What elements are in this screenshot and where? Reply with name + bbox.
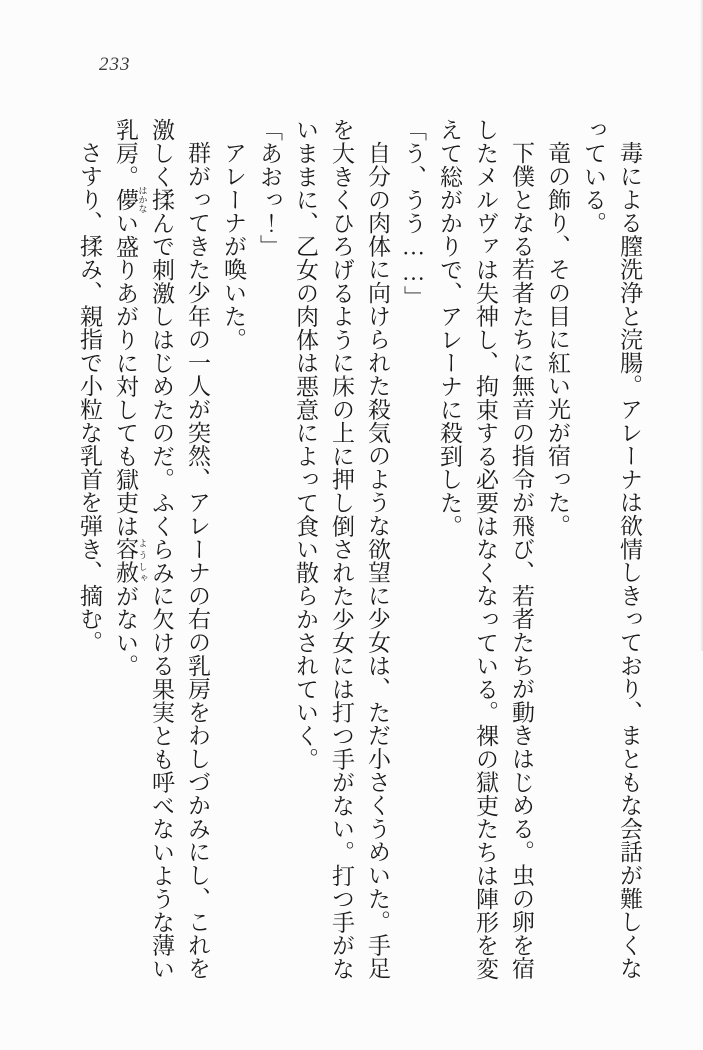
paragraph: 下僕となる若者たちに無音の指令が飛び、若者たちが動きはじめる。虫の卵を宿したメルヴァは失神し、拘束する必要はなくなっている。裸の獄吏たちは陣形を変えて総がかりで、アレーナに殺到した。 — [437, 118, 534, 981]
paragraph: アレーナが喚いた。 — [221, 141, 246, 351]
paragraph: 群がってきた少年の一人が突然、アレーナの右の乳房をわしづかみにし、これを激しく揉んで刺激しはじめたのだ。ふくらみに欠ける果実とも呼べないような薄い乳房。儚 はかない盛りあがりに対しても獄吏は容赦 ようしゃがない。 — [113, 118, 210, 981]
dialogue-paragraph: 「あおっ！」 — [257, 118, 282, 258]
paragraph: さすり、揉み、親指で小粒な乳首を弾き、摘む。 — [77, 141, 102, 654]
furigana: 容赦 ようしゃ — [113, 537, 148, 585]
page-number: 233 — [99, 54, 131, 75]
paragraph: 竜の飾り、その目に紅い光が宿った。 — [545, 141, 570, 538]
furigana: 儚 はかな — [113, 186, 148, 214]
paragraph: 毒による膣洗浄と浣腸。アレーナは欲情しきっており、まともな会話が難しくなっている。 — [581, 118, 642, 980]
paragraph: 自分の肉体に向けられた殺気のような欲望に少女は、ただ小さくうめいた。手足を大きくひろげるように床の上に押し倒された少女には打つ手がない。打つ手がないままに、乙女の肉体は悪意によって食い散らかされていく。 — [293, 118, 390, 981]
text-block — [71, 118, 647, 995]
dialogue-paragraph: 「う、うう……」 — [401, 118, 426, 309]
